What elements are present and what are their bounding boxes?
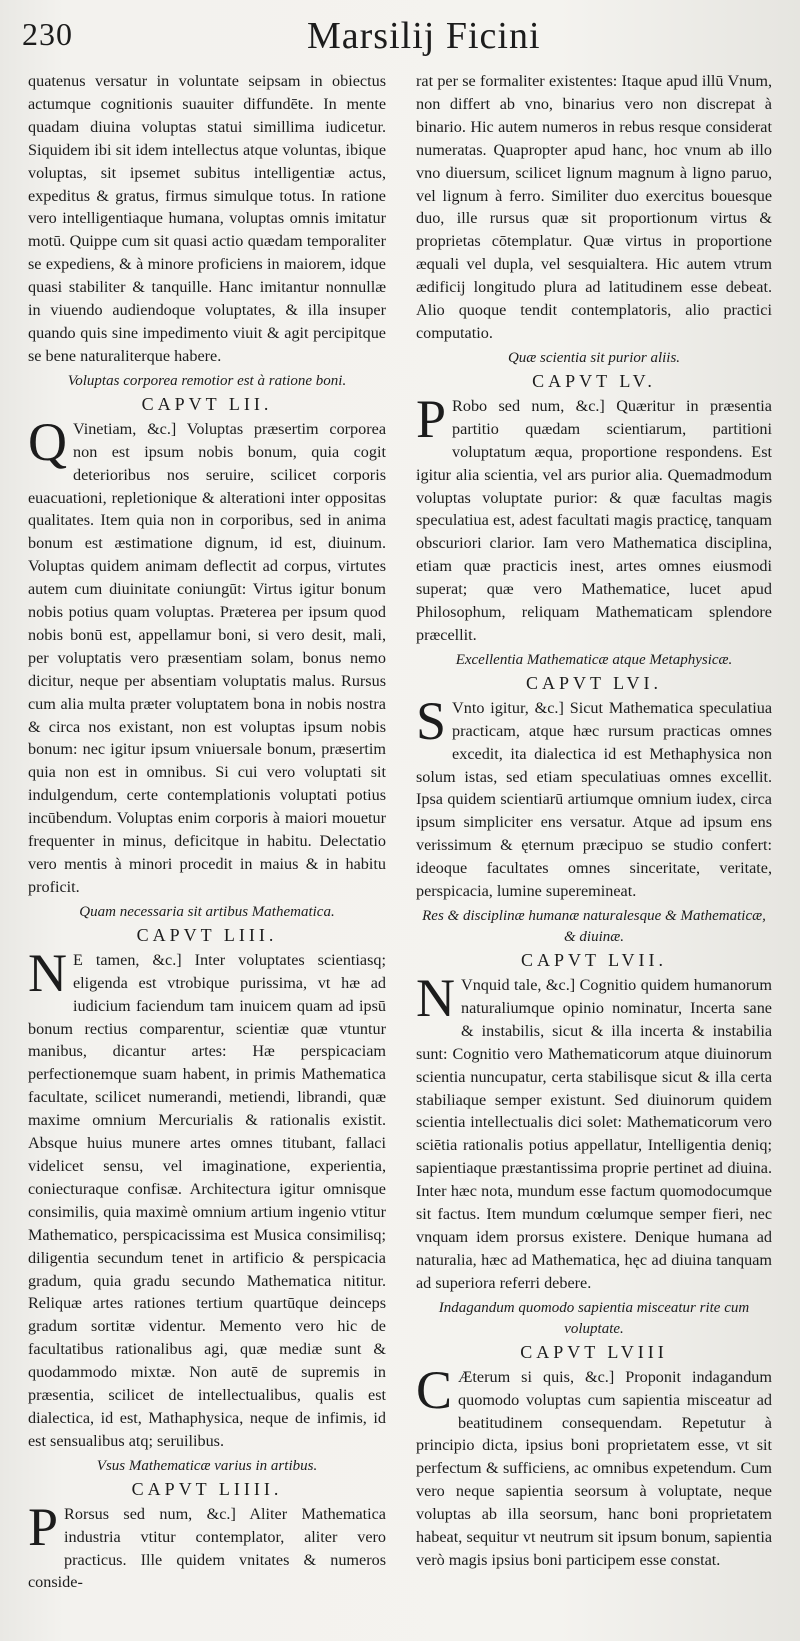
chapter-54-body (28, 1496, 386, 1595)
chapter-54-initial: P (28, 1496, 59, 1557)
chapter-57-rubric: Res & disciplinæ humanæ naturalesque & Mathematicæ, & diuinæ. (422, 908, 766, 945)
right-intro-paragraph: rat per se formaliter existentes: Itaque apud illū Vnum, non differt ab vno, binarius vero non discrepat à binario. Hic autem numeros in rebus resque considerat numeratas. Quapropter apud hanc, hoc vnum ab illo vno diuersum, scilicet lignum magnum à ligno paruo, vel lignum à ferro. Similiter duo exercitus bouesque duo, ille rursus quæ sit proportionum virtus & proprietas cōtemplatur. Quæ virtus in proportione æquali vel dupla, vel sesquialtera. Hic autem vtrum ædificij longitudo plura ad latitudinem esse debeat. Alio quoque tendit contemplatoris, alio practici computatio. (416, 72, 772, 342)
page-number: 230 (22, 16, 73, 52)
chapter-58-rubric: Indagandum quomodo sapientia misceatur rite cum voluptate. (438, 1299, 750, 1337)
chapter-53-body (28, 942, 386, 1453)
chapter-57-body (416, 968, 772, 1295)
chapter-52-heading: CAPVT LII. (141, 393, 273, 414)
chapter-58-initial: C (416, 1359, 453, 1420)
chapter-52-rubric: Voluptas corporea remotior est à ratione boni. (67, 372, 347, 389)
chapter-57-text: Vnquid tale, &c.] Cognitio quidem humanorum naturaliumque opinio nominatur, Incerta sane & instabilis, sicut & illa incerta & instabilia sunt: Cognitio vero Mathematicorum atque diuinorum scientia nuncupatur, certa stabilisque sicut & illa certa stabiliaque semper existunt. Sed diuinorum quidem scientia intellectualis dici solet: Mathematicorum vero sciētia rationalis potius appellatur, Intelligentia deniq; sapientiaque præstantissima proprie pertinet ad diuina. Inter hæc nota, mundum esse factum quomodocumque sit factus. Item mundum cœlumque semper fieri, nec vnquam idem prorsus existere. Denique humana ad naturalia, hæc ad Mathematica, hęc ad diuina tanquam ad superiora referri debere. (416, 976, 772, 1292)
chapter-52 (28, 371, 386, 899)
chapter-54-text: Rorsus sed num, &c.] Aliter Mathematica industria vtitur contemplator, aliter vero practicus. Ille quidem vnitates & numeros conside- (28, 1504, 386, 1592)
page-header (22, 10, 760, 62)
chapter-56-heading: CAPVT LVI. (525, 672, 663, 693)
running-title: Marsilij Ficini (307, 15, 541, 57)
chapter-57 (416, 906, 772, 1295)
chapter-53 (28, 902, 386, 1453)
left-column (28, 70, 386, 1594)
chapter-52-text: Vinetiam, &c.] Voluptas præsertim corporea non est ipsum nobis bonum, quia cogit deterioribus nos seruire, scilicet corporis euacuationi, repletionique & alterationi inter oppositas qualitates. Item quia non in corporibus, sed in anima bonum est æstimatione dignum, id est, diuinum. Voluptas quidem animam deflectit ad corpus, virtutes autem cum diuinitate coniungūt: Virtus igitur bonum nobis potius quam voluptas. Præterea per ipsum quod nobis bonū est, appellamur boni, si vero desit, mali, per voluptatis vero præsentiam solam, bonus nemo dicitur, neque per absentiam voluptatis malus. Rursus cum alia multa præter voluptatem bona in nobis nostra & circa nos existant, non est voluptas ipsum nobis bonum: nec igitur ipsum vniuersale bonum, præsertim quia non est in omnibus. Si cui vero voluptati sit indulgendum, certe contemplationis voluptati potius incūbendum. Voluptas enim corporis à maiori mouetur frequenter in minus, deficitque in habitu. Delectatio vero mentis à minori procedit in maius & in habitu proficit. (28, 419, 386, 896)
chapter-53-initial: N (28, 942, 67, 1003)
chapter-56-text: Vnto igitur, &c.] Sicut Mathematica speculatiua practicam, atque hæc rursum practicas omnes excedit, ita dialectica id est Methaphysica non solum istas, sed etiam speculatiuas omnes excellit. Ipsa quidem scientiarū artiumque omnium iudex, circa ipsum simpliciter ens versatur. Atque ad ipsum ens verissimum & ęternum præcipuo se studio confert: ideoque facultates omnes sinceritate, veritate, perspicacia, lumine superemineat. (416, 698, 772, 901)
chapter-54-heading: CAPVT LIIII. (131, 1478, 283, 1499)
chapter-55 (416, 348, 772, 647)
chapter-58-text: Æterum si quis, &c.] Proponit indagandum quomodo voluptas cum sapientia misceatur ad beatitudinem consequendam. Repetutur à principio dicta, ipsius boni proprietatem esse, vt sit perfectum & sufficiens, ac omnibus expetendum. Cum vero neque sapientia seorsum à voluptate, neque voluptas ab illa seorsum, hanc boni proprietatem habeat, sequitur vt neutrum sit ipsum bonum, sapientia verò magis ipsius boni participem esse constat. (416, 1367, 772, 1569)
chapter-53-text: E tamen, &c.] Inter voluptates scientiasq; eligenda est vtrobique purissima, vt hæ ad iudicium faciendum tam inuicem quam ad ipsū bonum rectius comparentur, scientiæ quæ vtuntur manibus, dicantur artes: Hæ perspicaciam perfectionemque suam habent, in primis Mathematica facultate, scilicet numerandi, metiendi, librandi, quæ maxime omnium Mercurialis & rationalis existit. Absque huius munere artes omnes titubant, fallaci videlicet sensu, vel imaginatione, experientia, coniecturaque confisæ. Architectura igitur omnisque consimilis, quia maximè omnium artium ingenio vtitur Mathematico, perspicacissima est Musica consimilisq; diligentia secundum tenet in artificio & perspicacia gradum, quia gradu secundo Mathematica nititur. Reliquæ artes rationes tertium quartūque deinceps gradum sortitæ videntur. Memento vero hic de facultatibus rationalibus agi, quæ mediæ sunt & quodammodo mixtæ. Non autē de supremis in præsentia, scilicet de intellectualibus, qualis est dialectica, id est, Mathaphysica, neque de infimis, id est sensualibus atq; seruilibus. (28, 950, 386, 1450)
chapter-58-heading: CAPVT LVIII (520, 1341, 668, 1362)
left-intro-paragraph: quatenus versatur in voluntate seipsam in obiectus actumque cognitionis suauiter diffundēte. In mente quadam diuina voluptas statui simillima iudicetur. Siquidem ibi sit idem intellectus atque voluntas, ibique voluptas, sit ipsemet subitus intelligentiæ actus, expeditus & gratus, firmus simulque totus. In ratione vero intelligentiaque humana, voluptas omnis imitatur motū. Quippe cum sit quasi actio quædam temporaliter se expediens, & à minore proficiens in maiorem, idque quasi stabiliter & tanquille. Hanc imitantur nonnullæ in viuendo audiendoque voluptates, & illa insuper quando quis sine impedimento viuit & agit percipitque se bene naturaliterque habere. (28, 72, 386, 365)
chapter-58 (416, 1298, 772, 1572)
chapter-58-body (416, 1359, 772, 1572)
chapter-53-rubric: Quam necessaria sit artibus Mathematica. (79, 903, 335, 920)
chapter-55-initial: P (416, 388, 447, 449)
chapter-57-heading: CAPVT LVII. (520, 950, 667, 970)
chapter-54-rubric: Vsus Mathematicæ varius in artibus. (96, 1457, 318, 1474)
chapter-55-heading: CAPVT LV. (532, 370, 656, 391)
chapter-52-initial: Q (28, 411, 67, 472)
chapter-55-text: Robo sed num, &c.] Quæritur in præsentia partitio quædam scientiarum, partitioni voluptatum æqua, proportione respondens. Est igitur alia scientia, vel ars purior alia. Quemadmodum voluptas voluptate purior: & quæ facultas magis speculatiua est, adest facultati magis practicę, tanquam obscuriori clarior. Iam vero Mathematica disciplina, etiam quæ practicis inest, artes omnes eiusmodi superat; quæ vero Mathematice, lucet apud Philosophum, reliquam Mathematicam splendore præcellit. (416, 396, 772, 644)
chapter-57-initial: N (416, 968, 455, 1028)
chapter-56-initial: S (416, 690, 447, 751)
chapter-54 (28, 1456, 386, 1595)
chapter-56-rubric: Excellentia Mathematicæ atque Metaphysicæ. (455, 651, 733, 668)
chapter-52-body (28, 411, 386, 899)
chapter-55-rubric: Quæ scientia sit purior aliis. (507, 349, 681, 366)
chapter-53-heading: CAPVT LIII. (136, 924, 278, 945)
chapter-56-body (416, 690, 772, 903)
chapter-55-body (416, 388, 772, 647)
right-column (416, 70, 772, 1572)
chapter-56 (416, 650, 772, 903)
